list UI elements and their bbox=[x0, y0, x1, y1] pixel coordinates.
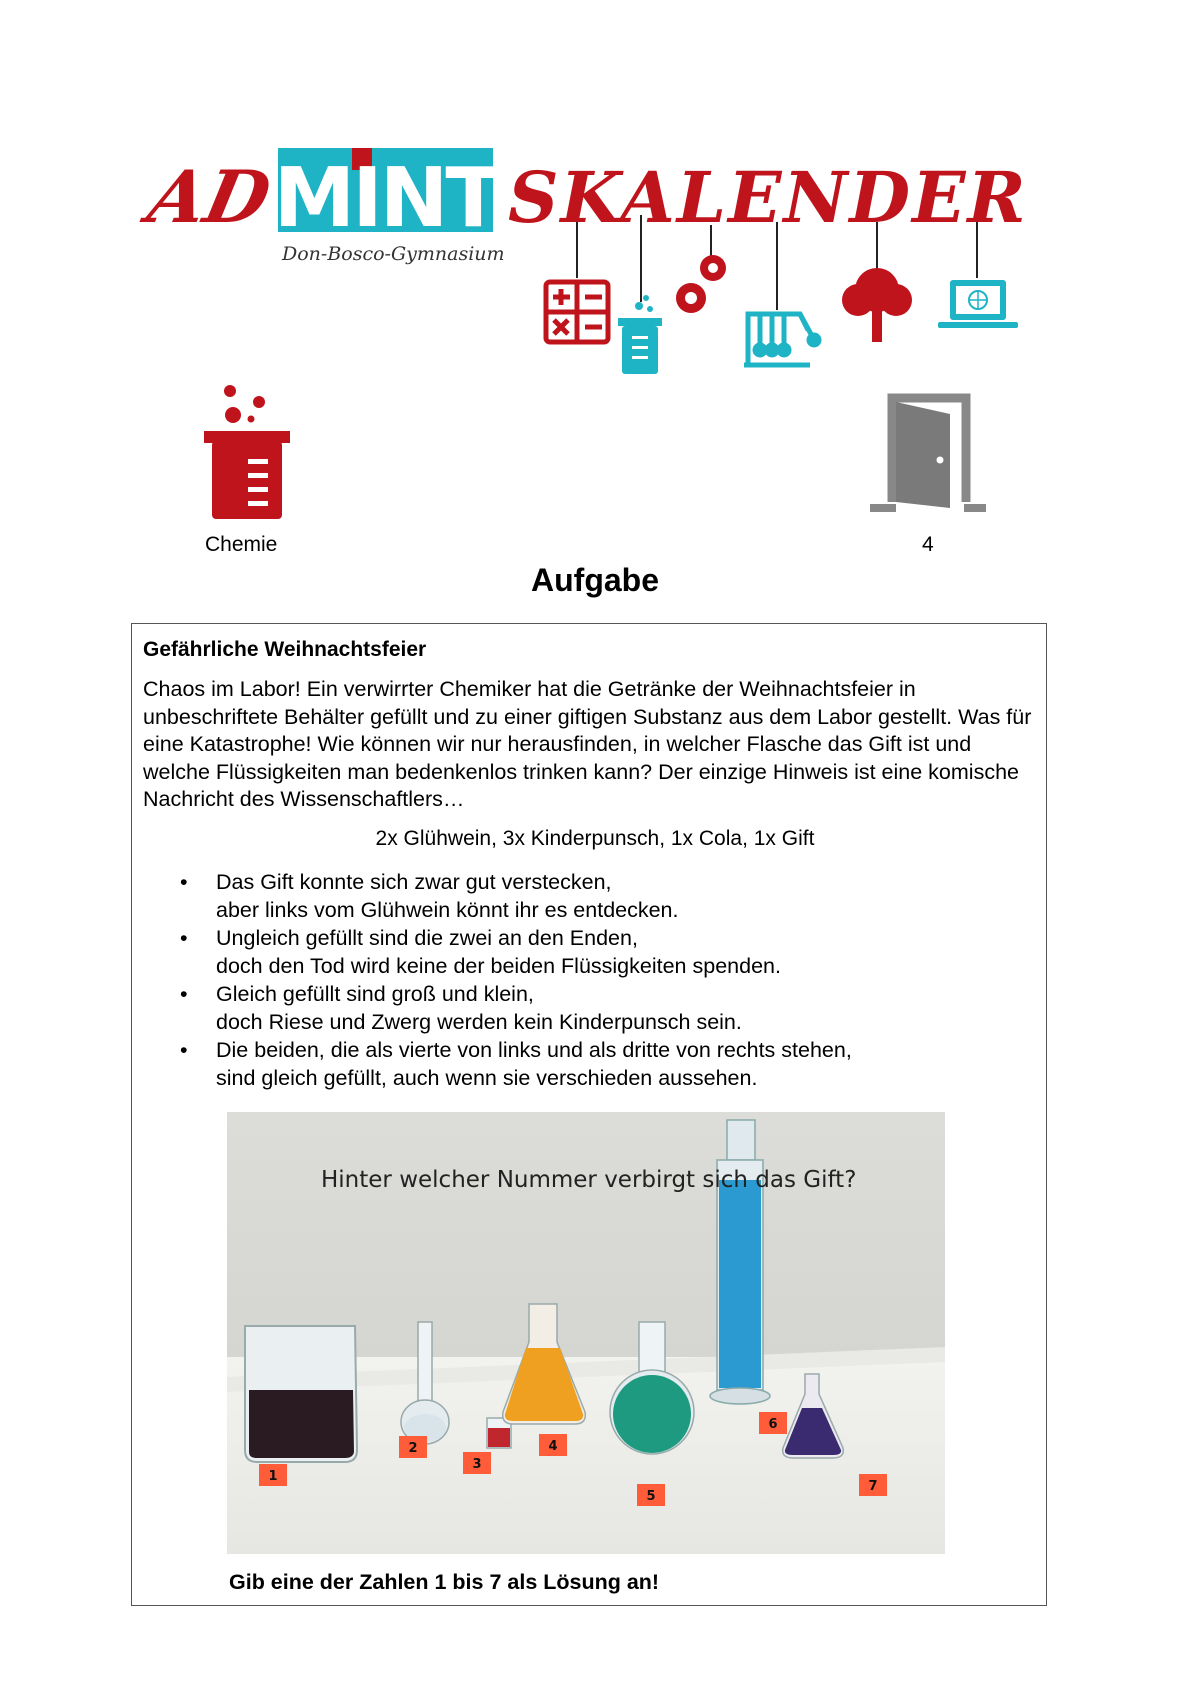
list-item: • Die beiden, die als vierte von links und als dritte von rechts stehen, sind gleich gefüllt, auch wenn sie verschieden aussehen. bbox=[180, 1038, 852, 1090]
list-item: • Das Gift konnte sich zwar gut verstecken, aber links vom Glühwein könnt ihr es entdecken. bbox=[180, 870, 679, 922]
liquid-5 bbox=[613, 1375, 691, 1453]
label-4: 4 bbox=[548, 1439, 558, 1454]
label-5: 5 bbox=[646, 1489, 656, 1504]
drink-summary: 2x Glühwein, 3x Kinderpunsch, 1x Cola, 1x Gift bbox=[375, 827, 815, 850]
tree-icon bbox=[842, 268, 912, 342]
solution-prompt: Gib eine der Zahlen 1 bis 7 als Lösung an! bbox=[229, 1570, 660, 1594]
photo-caption: Hinter welcher Nummer verbirgt sich das Gift? bbox=[321, 1167, 857, 1193]
subject-beaker-icon bbox=[200, 385, 296, 525]
task-title: Gefährliche Weihnachtsfeier bbox=[143, 638, 427, 661]
beaker-icon bbox=[618, 295, 662, 374]
task-story: Chaos im Labor! Ein verwirrter Chemiker hat die Getränke der Weihnachtsfeier in unbeschriftete Behälter gefüllt und zu einer giftigen Substanz aus dem Labor gestellt. Was für eine Katastrophe! Wie können wir nur herausfinden, in welcher Flasche das Gift ist und welche Flüssigkeiten man bedenkenlos trinken kann? Der einzige Hinweis ist eine komische Nachricht des Wissenschaftlers… bbox=[143, 677, 1032, 811]
subject-label: Chemie bbox=[205, 533, 278, 556]
vessel-6 bbox=[710, 1120, 770, 1404]
logo-ad-text: AD bbox=[141, 155, 278, 240]
math-icon bbox=[546, 282, 608, 342]
school-name: Don-Bosco-Gymnasium bbox=[282, 243, 505, 265]
logo-skalender-text: SKALENDER bbox=[508, 156, 1028, 239]
laptop-globe-icon bbox=[938, 280, 1018, 328]
label-1: 1 bbox=[268, 1469, 278, 1484]
liquid-6 bbox=[719, 1180, 761, 1388]
gears-icon bbox=[676, 255, 726, 313]
label-7: 7 bbox=[868, 1479, 878, 1494]
door-number: 4 bbox=[922, 533, 934, 556]
liquid-1 bbox=[249, 1390, 354, 1458]
list-item: • Gleich gefüllt sind groß und klein, doch Riese und Zwerg werden kein Kinderpunsch sein. bbox=[180, 982, 742, 1034]
liquid-3 bbox=[488, 1428, 510, 1447]
label-2: 2 bbox=[408, 1441, 418, 1456]
newtons-cradle-icon bbox=[744, 314, 819, 365]
logo-mint-text: MINT bbox=[273, 151, 499, 246]
clue-list bbox=[180, 868, 1040, 1092]
list-item: • Ungleich gefüllt sind die zwei an den Enden, doch den Tod wird keine der beiden Flüssigkeiten spenden. bbox=[180, 926, 781, 978]
label-6: 6 bbox=[768, 1417, 778, 1432]
vessel-1 bbox=[245, 1326, 357, 1462]
label-3: 3 bbox=[472, 1457, 482, 1472]
logo-mint-block bbox=[274, 148, 502, 246]
task-heading: Aufgabe bbox=[531, 562, 659, 598]
advent-calendar-logo bbox=[0, 0, 1190, 380]
door-icon bbox=[870, 392, 986, 514]
